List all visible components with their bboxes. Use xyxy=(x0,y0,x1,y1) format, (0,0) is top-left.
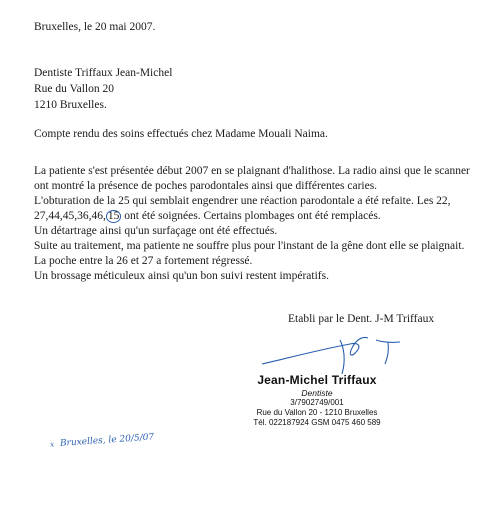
body-line-rest: ont été soignées. Certains plombages ont été remplacés. xyxy=(121,210,381,222)
note-text: Bruxelles, le 20/5/07 xyxy=(59,432,155,449)
body-line: ont montré la présence de poches parodontales ainsi que différentes caries. xyxy=(34,180,378,192)
body-line: Un brossage méticuleux ainsi qu'un bon suivi restent impératifs. xyxy=(34,270,329,282)
body-line: L'obturation de la 25 qui semblait engendrer une réaction parodontale a été refaite. Les 22, xyxy=(34,195,451,207)
teeth-list: 27,44,45,36,46, xyxy=(34,210,106,222)
stamp-name: Jean-Michel Triffaux xyxy=(257,373,377,387)
subject-line: Compte rendu des soins effectués chez Madame Mouali Naima. xyxy=(34,128,328,140)
stamp-number: 3/7902749/001 xyxy=(290,398,344,407)
stamp-title: Dentiste xyxy=(301,388,333,398)
letter-body xyxy=(34,164,470,284)
body-line: La poche entre la 26 et 27 a fortement régressé. xyxy=(34,255,253,267)
date-line: Bruxelles, le 20 mai 2007. xyxy=(34,21,156,33)
dentist-stamp xyxy=(232,373,402,428)
stamp-phones: Tél. 022187924 GSM 0475 460 589 xyxy=(253,418,381,427)
stamp-address: Rue du Vallon 20 - 1210 Bruxelles xyxy=(256,408,378,417)
signed-by-line: Etabli par le Dent. J-M Triffaux xyxy=(288,313,435,325)
recipient-name: Dentiste Triffaux Jean-Michel xyxy=(34,67,173,79)
body-line xyxy=(34,209,470,224)
body-line: Suite au traitement, ma patiente ne souffre plus pour l'instant de la gêne dont elle se plaignait. xyxy=(34,240,465,252)
circled-tooth-number: 15 xyxy=(107,210,120,222)
note-mark: x xyxy=(49,440,55,449)
recipient-address xyxy=(34,65,172,113)
handwritten-note xyxy=(50,432,155,449)
recipient-street: Rue du Vallon 20 xyxy=(34,83,114,95)
body-line: La patiente s'est présentée début 2007 en se plaignant d'halithose. La radio ainsi que le scanner xyxy=(34,165,470,177)
recipient-city: 1210 Bruxelles. xyxy=(34,99,107,111)
body-line: Un détartrage ainsi qu'un surfaçage ont été effectués. xyxy=(34,225,278,237)
